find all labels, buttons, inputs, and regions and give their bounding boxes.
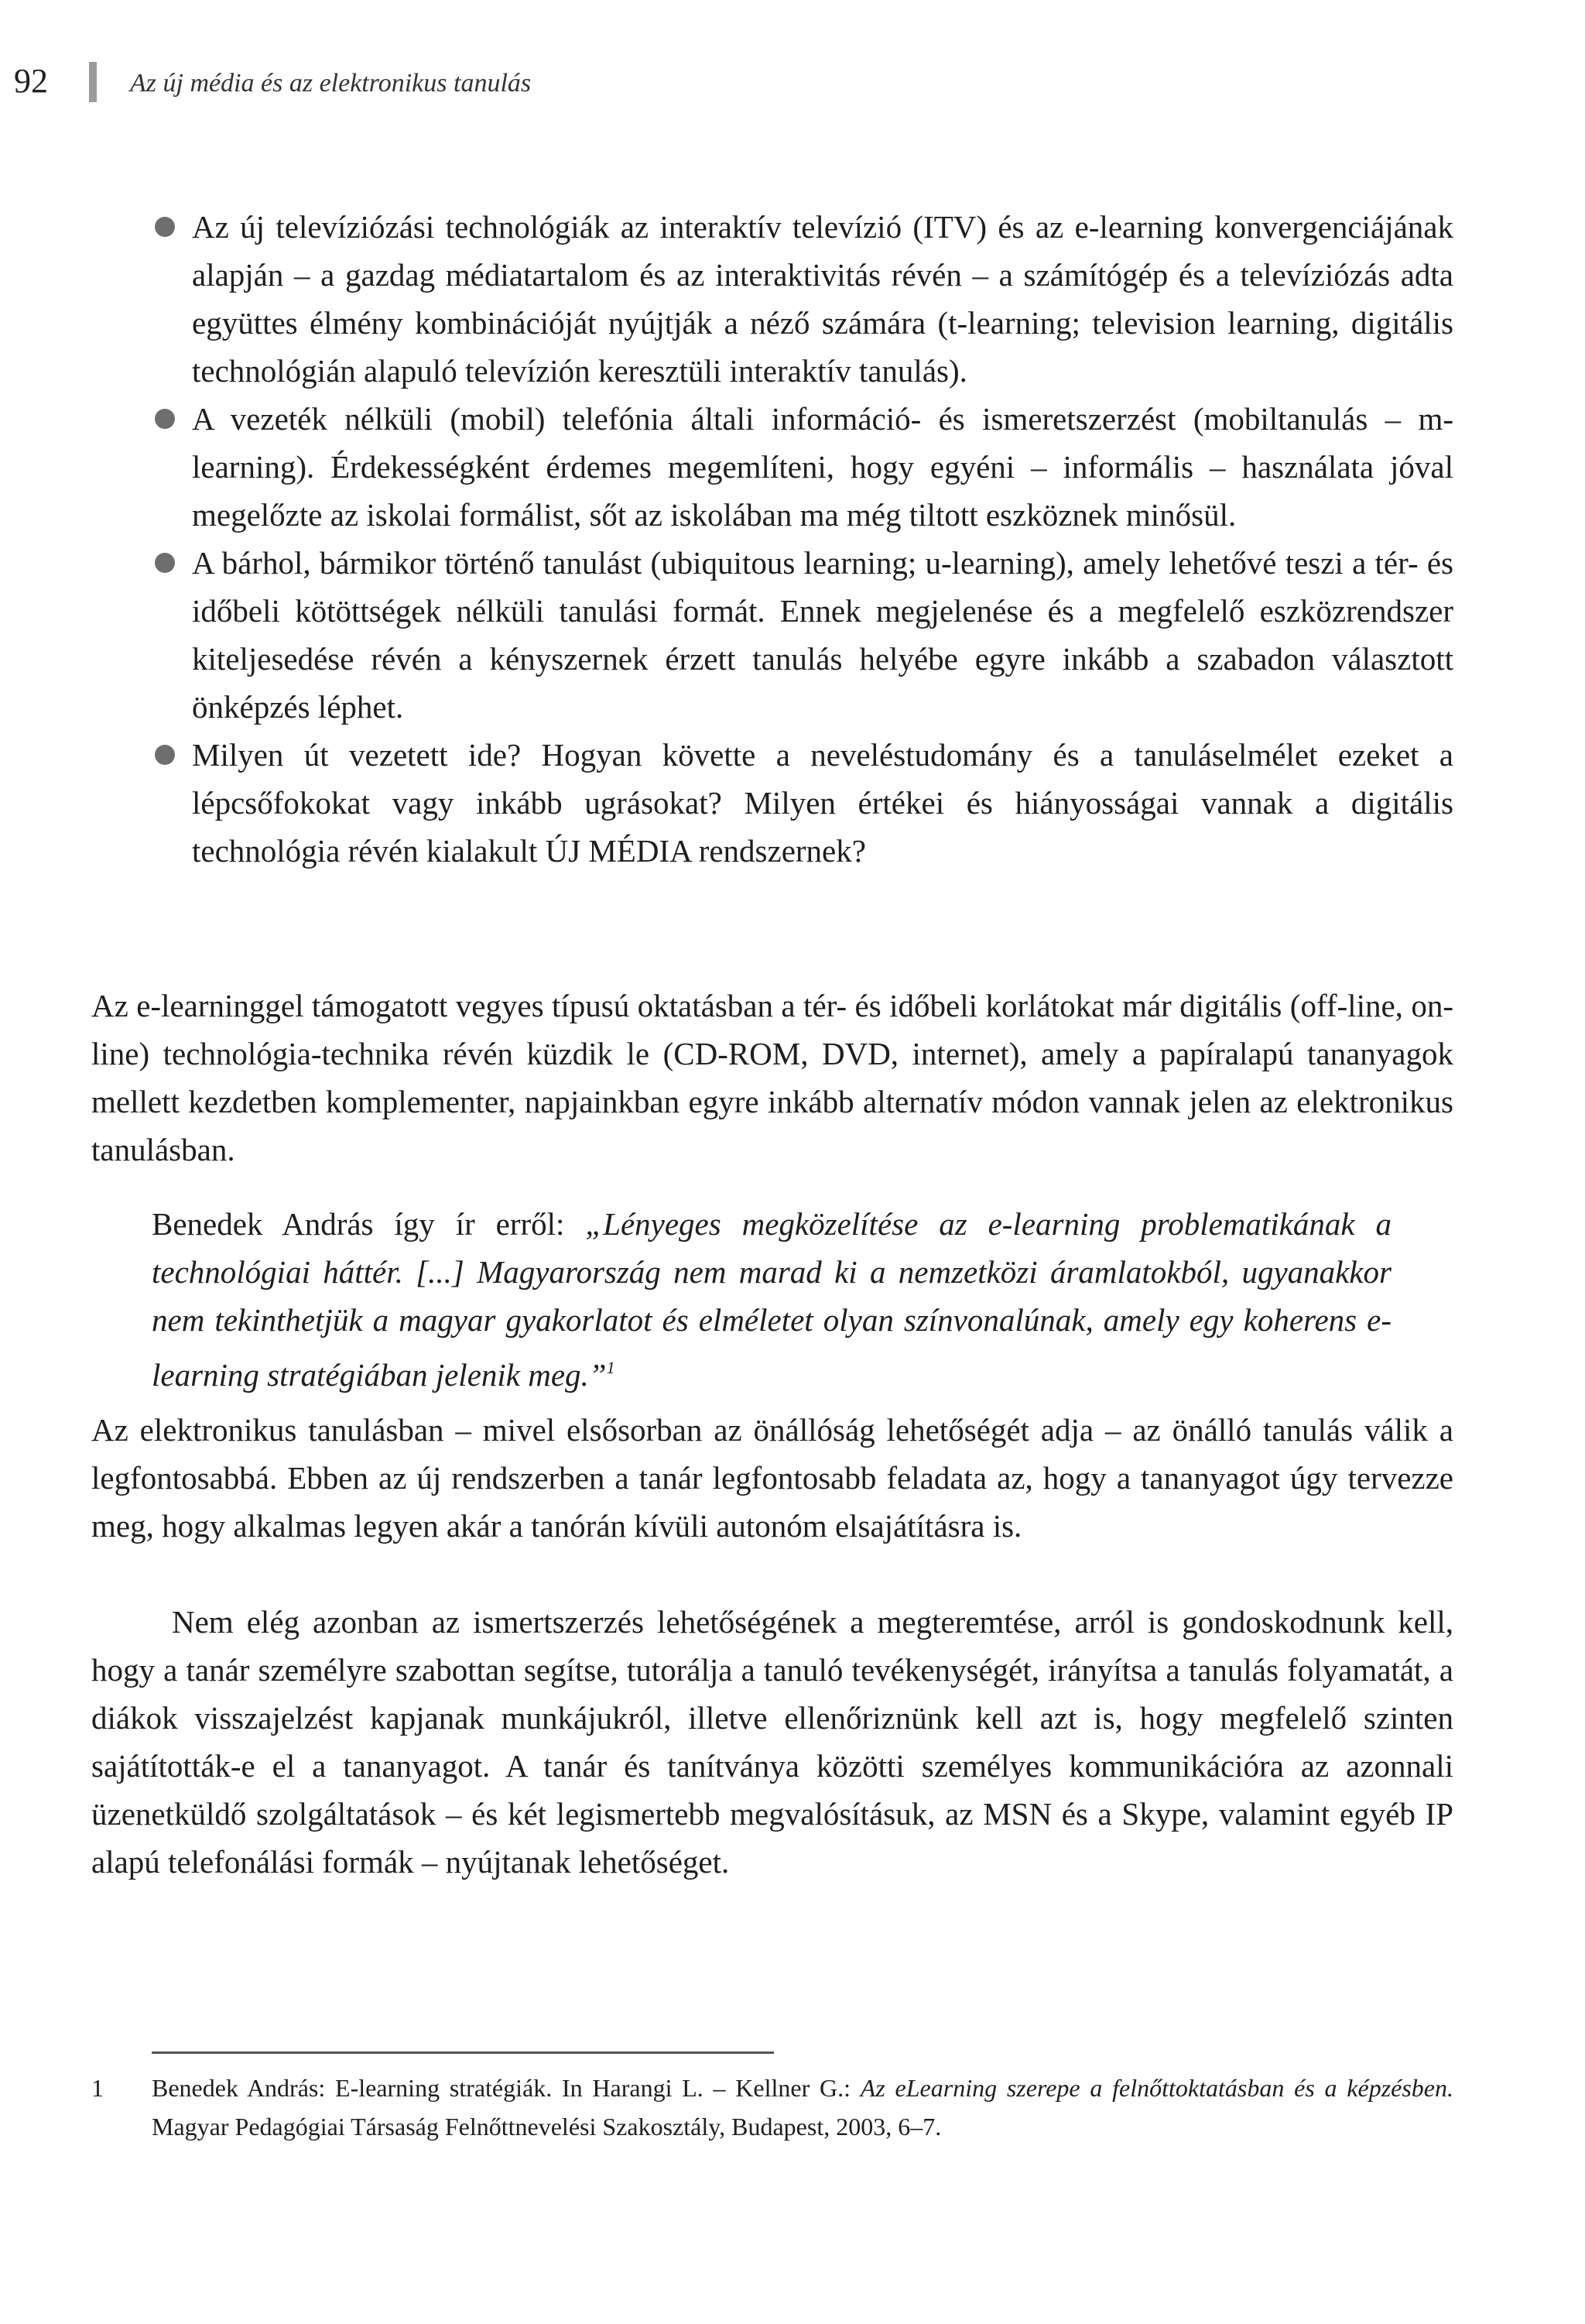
footnote-lead: Benedek András: E-learning stratégiák. In Harangi L. – Kellner G.: <box>152 2074 861 2102</box>
bullet-text: Az új televíziózási technológiák az interaktív televízió (ITV) és az e-learning konvergenciájának alapján – a gazdag médiatartalom és az interaktivitás révén – a számítógép és a televíziózás adta együttes élmény kombinációját nyújtják a néző számára (t-learning; television learning, digitális technológián alapuló televízión keresztüli interaktív tanulás). <box>192 209 1453 389</box>
body-paragraph-2: Az elektronikus tanulásban – mivel elsősorban az önállóság lehetőségét adja – az önálló tanulás válik a legfontosabbá. Ebben az új rendszerben a tanár legfontosabb feladata az, hogy a tananyagot úgy tervezze meg, hogy alkalmas legyen akár a tanórán kívüli autonóm elsajátításra is. <box>91 1412 1453 1544</box>
body-paragraph-3: Nem elég azonban az ismertszerzés lehetőségének a megteremtése, arról is gondoskodnunk kell, hogy a tanár személyre szabottan segítse, tutorálja a tanuló tevékenységét, irányítsa a tanulás folyamatát, a diákok visszajelzést kapjanak munkájukról, illetve ellenőriznünk kell azt is, hogy megfelelő szinten sajátították-e el a tananyagot. A tanár és tanítványa közötti személyes kommunikációra az azonnali üzenetküldő szolgáltatások – és két legismertebb megvalósításuk, az MSN és a Skype, valamint egyéb IP alapú telefonálási formák – nyújtanak lehetőséget. <box>91 1604 1453 1880</box>
body-paragraph-1: Az e-learninggel támogatott vegyes típusú oktatásban a tér- és időbeli korlátokat már digitális (off-line, on-line) technológia-technika révén küzdik le (CD-ROM, DVD, internet), amely a papíralapú tananyagok mellett kezdetben komplementer, napjainkban egyre inkább alternatív módon vannak jelen az elektronikus tanulásban. <box>91 988 1453 1167</box>
quote-block <box>152 1200 1392 1399</box>
page-number: 92 <box>14 62 48 100</box>
bullet-list <box>192 203 1453 875</box>
bullet-text: A bárhol, bármikor történő tanulást (ubiquitous learning; u-learning), amely lehetővé teszi a tér- és időbeli kötöttségek nélküli tanulási formát. Ennek megjelenése és a megfelelő eszközrendszer kiteljesedése révén a kényszernek érzett tanulás helyébe egyre inkább a szabadon választott önképzés léphet. <box>192 545 1453 725</box>
quote-intro: Benedek András így ír erről: <box>152 1206 586 1242</box>
footnote-book-title: Az eLearning szerepe a felnőttoktatásban és a képzésben. <box>860 2074 1454 2102</box>
footnote-separator <box>152 2051 774 2054</box>
header-divider-bar <box>89 62 97 102</box>
bullet-dot-icon <box>155 553 175 573</box>
running-title: Az új média és az elektronikus tanulás <box>130 69 532 98</box>
footnote-reference[interactable]: 1 <box>606 1358 615 1377</box>
bullet-item <box>192 395 1453 539</box>
bullet-dot-icon <box>155 745 175 765</box>
bullet-item <box>192 731 1453 875</box>
bullet-dot-icon <box>155 217 175 237</box>
bullet-dot-icon <box>155 409 175 429</box>
bullet-item <box>192 203 1453 395</box>
bullet-item <box>192 539 1453 731</box>
footnote <box>91 2069 1453 2146</box>
footnote-text <box>152 2069 1453 2146</box>
footnote-tail: Magyar Pedagógiai Társaság Felnőttnevelési Szakosztály, Budapest, 2003, 6–7. <box>152 2113 942 2141</box>
bullet-text: A vezeték nélküli (mobil) telefónia általi információ- és ismeretszerzést (mobiltanulás – m-learning). Érdekességként érdemes megemlíteni, hogy egyéni – informális – használata jóval megelőzte az iskolai formálist, sőt az iskolában ma még tiltott eszköznek minősül. <box>192 401 1453 533</box>
quote-text: „Lényeges megközelítése az e-learning problematikának a technológiai háttér. [...] Magyarország nem marad ki a nemzetközi áramlatokból, ugyanakkor nem tekinthetjük a magyar gyakorlatot és elméletet olyan színvonalúnak, amely egy koherens e-learning stratégiában jelenik meg.” <box>152 1206 1392 1393</box>
footnote-number: 1 <box>91 2074 104 2102</box>
bullet-text: Milyen út vezetett ide? Hogyan követte a neveléstudomány és a tanuláselmélet ezeket a lépcsőfokokat vagy inkább ugrásokat? Milyen értékei és hiányosságai vannak a digitális technológia révén kialakult ÚJ MÉDIA rendszernek? <box>192 737 1453 869</box>
